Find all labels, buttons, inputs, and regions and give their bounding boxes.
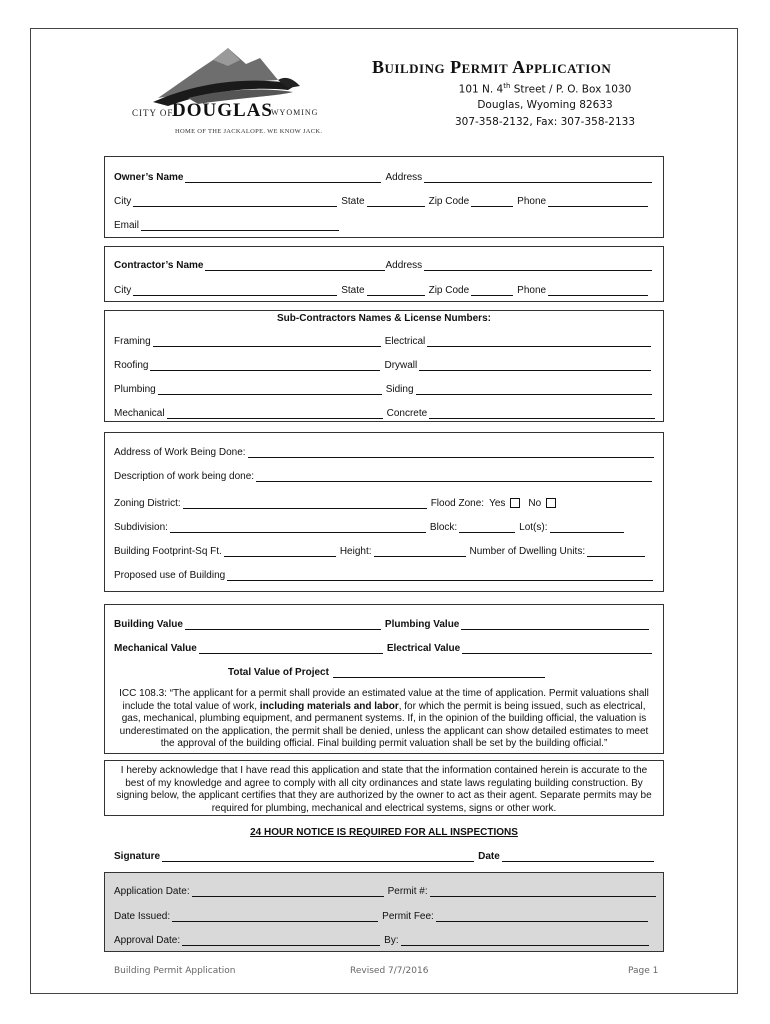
concrete-label: Concrete [386, 408, 428, 419]
flood-no-label: No [528, 498, 542, 509]
plumbing-value-label: Plumbing Value [384, 619, 460, 630]
sub-row-3 [114, 384, 652, 395]
owner-phone-field[interactable] [548, 196, 648, 207]
proposed-use-label: Proposed use of Building [114, 570, 226, 581]
zoning-label: Zoning District: [114, 498, 181, 509]
office-row-2 [114, 911, 648, 922]
plumbing-field[interactable] [158, 384, 382, 395]
sub-row-2 [114, 360, 651, 371]
contractor-phone-label: Phone [517, 285, 547, 296]
values-row-2 [114, 643, 652, 654]
acknowledge-line-4: required for plumbing, mechanical and electrical systems, signs or other work. [211, 802, 557, 814]
acknowledge-line-1: I hereby acknowledge that I have read this application and state that the information contained herein is accurate to the [120, 765, 648, 776]
contractor-address-field[interactable] [424, 260, 652, 271]
total-value-label: Total Value of Project [228, 667, 329, 678]
office-address: 101 N. 4th Street / P. O. Box 1030 [458, 82, 632, 96]
block-label: Block: [429, 522, 458, 533]
signature-date-label: Date [478, 851, 500, 862]
height-label: Height: [339, 546, 372, 557]
contractors-name-label: Contractor’s Name [114, 260, 204, 271]
form-title: Building Permit Application [372, 57, 612, 77]
acknowledge-line-3: signing below, the applicant certifies that they are authorized by the owner to act as their agent. Separate permits may be [116, 790, 652, 801]
proposed-use-field[interactable] [227, 570, 653, 581]
approval-date-label: Approval Date: [114, 935, 181, 946]
values-row-1 [114, 619, 649, 630]
contractor-city-label: City [114, 285, 132, 296]
address-of-work-field[interactable] [248, 447, 654, 458]
mechanical-label: Mechanical [114, 408, 165, 419]
siding-field[interactable] [416, 384, 652, 395]
owner-address-label: Address [385, 172, 423, 183]
logo-tagline: HOME OF THE JACKALOPE. WE KNOW JACK. [175, 128, 323, 135]
mechanical-value-label: Mechanical Value [114, 643, 197, 654]
owners-name-label: Owner’s Name [114, 172, 184, 183]
electrical-field[interactable] [427, 336, 651, 347]
icc-statement [106, 688, 662, 751]
flood-yes-checkbox[interactable] [510, 498, 520, 508]
owner-row-1 [114, 172, 652, 183]
contractor-state-field[interactable] [367, 285, 425, 296]
logo-douglas: DOUGLAS [172, 100, 273, 121]
drywall-label: Drywall [384, 360, 418, 371]
office-row-1 [114, 886, 656, 897]
roofing-field[interactable] [150, 360, 380, 371]
contractor-phone-field[interactable] [548, 285, 648, 296]
acknowledge-line-2: best of my knowledge and agree to comply with all city ordinances and state laws regulating building construction. By [125, 777, 643, 789]
work-row-4 [114, 522, 624, 533]
contractor-zip-label: Zip Code [428, 285, 470, 296]
building-value-field[interactable] [185, 619, 381, 630]
owner-email-label: Email [114, 220, 140, 231]
contractor-city-field[interactable] [133, 285, 337, 296]
application-date-label: Application Date: [114, 886, 190, 897]
mechanical-field[interactable] [167, 408, 383, 419]
lots-field[interactable] [550, 522, 624, 533]
icc-line-2: include the total value of work, including materials and labor, for which the permit is being issued, such as electrical, [122, 700, 646, 712]
footer-page-number: Page 1 [628, 966, 659, 976]
electrical-value-label: Electrical Value [386, 643, 461, 654]
owner-city-field[interactable] [133, 196, 337, 207]
office-city: Douglas, Wyoming 82633 [477, 99, 613, 111]
block-field[interactable] [459, 522, 515, 533]
drywall-field[interactable] [419, 360, 651, 371]
icc-line-5: the approval of the building official. Final building permit valuation shall be set by the building official.” [160, 738, 608, 749]
acknowledge-text [104, 765, 664, 815]
permit-no-label: Permit #: [387, 886, 428, 897]
work-row-2 [114, 471, 652, 482]
permit-fee-label: Permit Fee: [382, 911, 434, 922]
framing-label: Framing [114, 336, 151, 347]
inspection-notice-text: 24 HOUR NOTICE IS REQUIRED FOR ALL INSPECTIONS [250, 827, 518, 838]
logo-city-of: CITY OF [132, 108, 174, 118]
sub-row-4 [114, 408, 655, 419]
owner-state-field[interactable] [367, 196, 425, 207]
owners-name-field[interactable] [185, 172, 381, 183]
flood-zone-label: Flood Zone: [430, 498, 485, 509]
subdivision-label: Subdivision: [114, 522, 168, 533]
electrical-label: Electrical [384, 336, 426, 347]
dwelling-units-label: Number of Dwelling Units: [469, 546, 586, 557]
owner-row-2 [114, 196, 648, 207]
contractors-name-field[interactable] [205, 260, 385, 271]
values-row-3 [228, 667, 545, 678]
owner-address-field[interactable] [424, 172, 652, 183]
contractor-state-label: State [341, 285, 365, 296]
work-row-3 [114, 498, 556, 509]
contractor-zip-field[interactable] [471, 285, 513, 296]
plumbing-label: Plumbing [114, 384, 156, 395]
approval-date-field[interactable] [182, 935, 380, 946]
office-row-3 [114, 935, 649, 946]
approved-by-label: By: [384, 935, 399, 946]
icc-line-1: ICC 108.3: “The applicant for a permit shall provide an estimated value at the time of application. Permit valuations shall [119, 688, 649, 699]
subcontractors-heading: Sub-Contractors Names & License Numbers: [277, 313, 491, 324]
signature-row [114, 851, 654, 862]
electrical-value-field[interactable] [462, 643, 652, 654]
office-phone: 307-358-2132, Fax: 307-358-2133 [454, 116, 636, 128]
signature-field[interactable] [162, 851, 474, 862]
work-row-6 [114, 570, 653, 581]
mechanical-value-field[interactable] [199, 643, 383, 654]
permit-no-field[interactable] [430, 886, 656, 897]
work-row-1 [114, 447, 654, 458]
approved-by-field[interactable] [401, 935, 649, 946]
footprint-label: Building Footprint-Sq Ft. [114, 546, 222, 557]
zoning-field[interactable] [183, 498, 427, 509]
owner-email-field[interactable] [141, 220, 339, 231]
footer-revised: Revised 7/7/2016 [350, 966, 429, 976]
address-of-work-label: Address of Work Being Done: [114, 447, 246, 458]
building-value-label: Building Value [114, 619, 183, 630]
owner-row-3 [114, 220, 343, 231]
inspection-notice [104, 827, 664, 838]
concrete-field[interactable] [429, 408, 655, 419]
roofing-label: Roofing [114, 360, 149, 371]
owner-state-label: State [341, 196, 365, 207]
subdivision-field[interactable] [170, 522, 426, 533]
description-field[interactable] [256, 471, 652, 482]
work-row-5 [114, 546, 645, 557]
contractor-address-label: Address [385, 260, 423, 271]
siding-label: Siding [385, 384, 414, 395]
logo-wyoming: WYOMING [271, 108, 319, 117]
contractor-row-2 [114, 285, 648, 296]
icc-line-4: underestimated on the application, the permit shall be denied, unless the applicant can show detailed estimates to meet [119, 725, 649, 737]
permit-fee-field[interactable] [436, 911, 648, 922]
height-field[interactable] [374, 546, 466, 557]
sub-row-1 [114, 336, 651, 347]
footer-left: Building Permit Application [114, 966, 236, 976]
date-issued-field[interactable] [172, 911, 378, 922]
description-label: Description of work being done: [114, 471, 255, 482]
flood-yes-label: Yes [489, 498, 506, 509]
total-value-field[interactable] [333, 667, 545, 678]
owner-city-label: City [114, 196, 132, 207]
owner-zip-label: Zip Code [428, 196, 470, 207]
icc-line-3: gas, mechanical, plumbing equipment, and permanent systems. If, in the opinion of the building official, the valuation is [121, 713, 647, 724]
framing-field[interactable] [153, 336, 381, 347]
city-logo-mountain-icon [128, 40, 328, 140]
owner-phone-label: Phone [517, 196, 547, 207]
footprint-field[interactable] [224, 546, 336, 557]
signature-label: Signature [114, 851, 161, 862]
lots-label: Lot(s): [519, 522, 548, 533]
dwelling-units-field[interactable] [587, 546, 645, 557]
flood-no-checkbox[interactable] [546, 498, 556, 508]
date-issued-label: Date Issued: [114, 911, 171, 922]
signature-date-field[interactable] [502, 851, 654, 862]
owner-zip-field[interactable] [471, 196, 513, 207]
plumbing-value-field[interactable] [461, 619, 649, 630]
application-date-field[interactable] [192, 886, 384, 897]
contractor-row-1 [114, 260, 652, 271]
